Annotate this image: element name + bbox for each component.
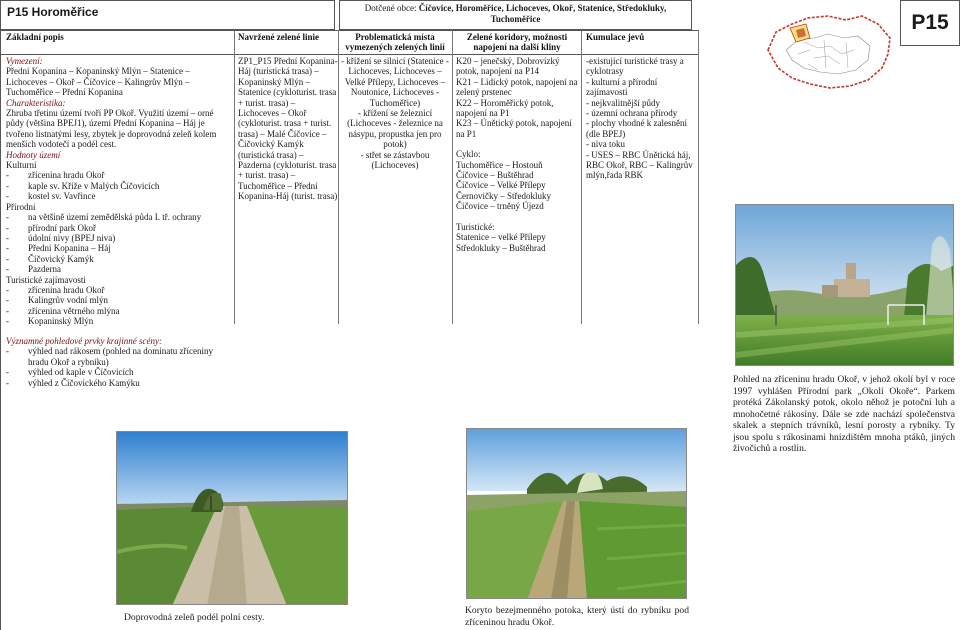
list-item: - křížení se železnicí (Lichoceves - železnice na násypu, propustka jen pro potok): [347, 108, 443, 150]
list-item: - Pazderna: [6, 264, 232, 274]
list-item: - niva toku: [586, 139, 625, 150]
scenic-views-label: Významné pohledové prvky krajinné scény:: [6, 336, 162, 346]
photo-stream-bed: [466, 428, 687, 599]
delimitation-text: Přední Kopanina – Kopaninský Mlýn – Statenice – Lichoceves – Okoř – Číčovice – Kalingrův Mlýn – Tuchoměřice – Přední Kopanina: [6, 66, 190, 98]
list-item: - střet se zástavbou (Lichoceves): [360, 149, 430, 171]
corridors-column: [456, 56, 580, 253]
list-item: - Číčovický Kamýk: [6, 254, 232, 264]
list-item: - na většině území zemědělská půda I. tř. ochrany: [6, 212, 232, 222]
list-item: Číčovice – Buštěhrad: [456, 170, 534, 181]
list-item: - výhled nad rákosem (pohled na dominatu zříceniny hradu Okoř a rybníku): [6, 346, 232, 367]
list-item: - nejkvalitnější půdy: [586, 97, 660, 108]
scenic-views-list: [6, 346, 232, 388]
characteristics-text: Zhruba třetinu území tvoří PP Okoř. Využití území – orné půdy (většina BPEJ1), území Přední Kopanina – Háj je tvořeno listnatými lesy, zbytek je doprovodná zeleň kolem menších vodotečí a podél cest.: [6, 108, 217, 150]
list-item: Číčovice – trněný Újezd: [456, 201, 544, 212]
column-header-problem-places: Problematická místa vymezených zelených linií: [345, 32, 445, 52]
accumulation-column: [586, 56, 696, 181]
list-item: - údolní nivy (BPEJ niva): [6, 233, 232, 243]
values-label: Hodnoty území: [6, 149, 61, 160]
tourist-routes-label: Turistické:: [456, 221, 495, 232]
municipalities-value: Číčovice, Horoměřice, Lichoceves, Okoř, Statenice, Středokluky, Tuchoměřice: [418, 3, 667, 24]
list-item: K22 – Horoměřický potok, napojení na P1: [456, 97, 554, 119]
list-item: - USES – RBC Únětická háj, RBC Okoř, RBC – Kalingrův mlýn,řada RBK: [586, 149, 693, 181]
list-item: - územní ochrana přírody: [586, 108, 678, 119]
section-code-badge: P15: [900, 0, 960, 46]
list-item: - kostel sv. Vavřince: [6, 191, 232, 201]
list-item: Tuchoměřice – Hostouň: [456, 159, 543, 170]
list-item: K20 – jenečský, Dobrovízký potok, napojení na P14: [456, 56, 560, 77]
cyclo-label: Cyklo:: [456, 149, 481, 160]
cultural-list: [6, 170, 232, 201]
list-item: - Kopaninský Mlýn: [6, 316, 232, 326]
list-item: - Přední Kopanina – Háj: [6, 243, 232, 253]
basic-description-column: [6, 56, 232, 327]
affected-municipalities: [339, 0, 692, 30]
list-item: - zřícenina větrného mlýna: [6, 306, 232, 316]
list-item: - kaple sv. Kříže v Malých Číčovicích: [6, 181, 232, 191]
list-item: - zřícenina hradu Okoř: [6, 170, 232, 180]
cultural-label: Kulturní: [6, 160, 37, 171]
column-header-green-lines: Navržené zelené linie: [238, 32, 319, 42]
characteristics-label: Charakteristika:: [6, 97, 66, 108]
list-item: - zřícenina hradu Okoř: [6, 285, 232, 295]
page-title: P15 Horoměřice: [0, 0, 335, 30]
photo-okor-castle: [735, 204, 954, 366]
list-item: - Kalingrův vodní mlýn: [6, 295, 232, 305]
green-lines-text: ZP1_P15 Přední Kopanina-Háj (turistická trasa) – Kopaninský Mlýn – Statenice (cykloturist. trasa + turist. trasa) – Lichoceves – Okoř (cykloturist. trasa + turist. trasa) – Malé Číčovice – Číčovický Kamýk (turistická trasa) – Pazderna (cykloturist. trasa + turist. trasa) – Tuchoměřice – Přední Kopanina-Háj (turist. trasa): [238, 56, 338, 202]
column-header-basic-description: Základní popis: [6, 32, 64, 42]
municipalities-label: Dotčené obce:: [364, 3, 417, 13]
list-item: - výhled z Číčovického Kamýku: [6, 378, 232, 388]
list-item: Středokluky – Buštěhrad: [456, 242, 546, 253]
list-item: - kulturní a přírodní zajímavosti: [586, 76, 658, 98]
problem-places-column: [340, 56, 450, 170]
natural-label: Přírodní: [6, 201, 36, 212]
list-item: Statenice – velké Přílepy: [456, 232, 546, 243]
tourist-list: [6, 285, 232, 327]
green-lines-column: [238, 56, 338, 202]
list-item: - plochy vhodné k zalesnění (dle BPEJ): [586, 118, 687, 139]
list-item: K23 – Únětický potok, napojení na P1: [456, 118, 572, 139]
list-item: - křížení se silnicí (Statenice - Lichoceves, Lichoceves – Velké Přílepy, Lichoceves – Noutonice, Lichoceves - Tuchoměřice): [341, 56, 449, 108]
list-item: - přírodní park Okoř: [6, 223, 232, 233]
caption-stream-bed: Koryto bezejmenného potoka, který ústí do rybníku pod zříceninou hradu Okoř.: [465, 605, 689, 628]
list-item: Černovičky – Středokluky: [456, 190, 551, 201]
column-header-corridors: Zelené koridory, možnosti napojení na další kliny: [466, 32, 568, 52]
list-item: - výhled od kaple v Číčovicích: [6, 367, 232, 377]
caption-okor-castle: Pohled na zříceninu hradu Okoř, v jehož okolí byl v roce 1997 vyhlášen Přírodní park „Okolí Okoře“. Parkem protéká Zákolanský potok, okolo něhož je potoční luh a mnohočetné rákosiny. Dále se zde nachází společenstva skalek a stepních trávníků, lesní porosty a rybníky. Ty jsou spolu s rákosinami hnízdištěm mnoha ptáků, jiných živočichů a rostlin.: [733, 374, 955, 454]
delimitation-label: Vymezení:: [6, 56, 43, 66]
scenic-views-block: [6, 336, 232, 388]
caption-field-path: Doprovodná zeleň podél polní cesty.: [124, 612, 265, 623]
list-item: -existující turistické trasy a cyklotrasy: [586, 56, 684, 77]
region-location-map: [758, 10, 898, 92]
photo-field-path: [116, 431, 348, 605]
list-item: Číčovice – Velké Přílepy: [456, 180, 546, 191]
tourist-label: Turistické zajímavosti: [6, 274, 86, 285]
list-item: K21 – Lidický potok, napojení na zelený prstenec: [456, 76, 578, 98]
natural-list: [6, 212, 232, 274]
column-header-accumulation: Kumulace jevů: [586, 32, 645, 42]
